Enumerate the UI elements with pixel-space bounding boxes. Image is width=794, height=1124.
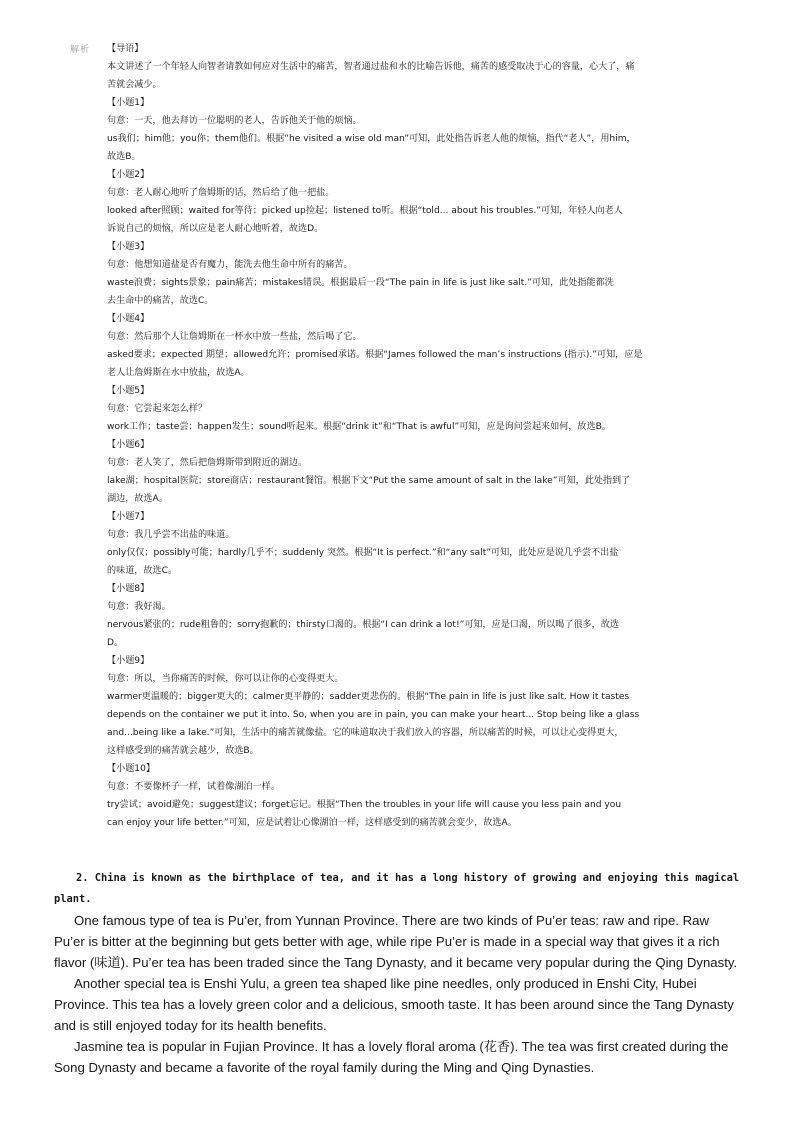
analysis-line: 【小题8】 [107,584,150,594]
question-heading-line1: China is known as the birthplace of tea, and it has a long history of growing and enjoying this magical [94,872,740,884]
analysis-line: only仅仅；possibly可能；hardly几乎不；suddenly 突然。根据“It is perfect.”和“any salt”可知，此处应是说几乎尝不出盐 [107,548,619,558]
analysis-line: asked要求；expected 期望；allowed允许；promised承诺。根据“James followed the man’s instructions (指示).”可知，应是 [107,350,643,360]
analysis-line: 【小题1】 [107,98,150,108]
analysis-line: 【小题10】 [107,764,155,774]
analysis-line: waste浪费；sights景象；pain痛苦；mistakes错误。根据最后一段“The pain in life is just like salt.”可知，此处指能都洗 [107,278,614,288]
analysis-line: 本文讲述了一个年轻人向智者请教如何应对生活中的痛苦，智者通过盐和水的比喻告诉他，痛苦的感受取决于心的容量，心大了，痛 [107,62,635,72]
analysis-line: 【小题6】 [107,440,150,450]
analysis-line: 句意：所以，当你痛苦的时候，你可以让你的心变得更大。 [107,674,344,684]
question-heading [54,868,740,889]
analysis-line: 句意：不要像杯子一样，试着像湖泊一样。 [107,782,280,792]
analysis-line: 苦就会减少。 [107,80,162,90]
passage-paragraph-3: Jasmine tea is popular in Fujian Province. It has a lovely floral aroma (花香). The tea was first created during the Song Dynasty and became a favorite of the royal family during the Ming and Qing Dynasties. [54,1039,729,1075]
analysis-line: 去生命中的痛苦，故选C。 [107,296,214,306]
question-heading-line2: plant. [54,893,92,905]
analysis-line: 的味道，故选C。 [107,566,178,576]
analysis-line: 句意：我几乎尝不出盐的味道。 [107,530,235,540]
question-number: 2. [76,872,89,884]
analysis-line: looked after照顾；waited for等待；picked up捡起；listened to听。根据“told... about his troubles.”可知，年轻人向老人 [107,206,623,216]
analysis-line: 【小题9】 [107,656,150,666]
reading-passage [54,868,740,1078]
analysis-line: 句意：然后那个人让詹姆斯在一杯水中放一些盐，然后喝了它。 [107,332,362,342]
analysis-line: 句意：它尝起来怎么样？ [107,404,208,414]
analysis-line: 【小题2】 [107,170,150,180]
analysis-line: 【小题7】 [107,512,150,522]
analysis-line: 句意：老人笑了，然后把詹姆斯带到附近的湖边。 [107,458,308,468]
analysis-line: 句意：老人耐心地听了詹姆斯的话，然后给了他一把盐。 [107,188,335,198]
analysis-line: warmer更温暖的；bigger更大的；calmer更平静的；sadder更悲伤的。根据“The pain in life is just like salt. How it tastes [107,692,630,702]
analysis-line: nervous紧张的；rude粗鲁的；sorry抱歉的；thirsty口渴的。根据“I can drink a lot!”可知，应是口渴，所以喝了很多，故选 [107,620,619,630]
analysis-line: 老人让詹姆斯在水中放盐，故选A。 [107,368,250,378]
analysis-line: 【导语】 [107,44,144,54]
passage-paragraph-2: Another special tea is Enshi Yulu, a green tea shaped like pine needles, only produced in Enshi City, Hubei Province. This tea has a lovely green color and a delicious, smooth taste. It has been around since the Tang Dynasty and is still enjoyed today for its health benefits. [54,976,734,1033]
analysis-line: 【小题4】 [107,314,150,324]
analysis-line: and...being like a lake.”可知，生活中的痛苦就像盐。它的味道取决于我们放入的容器，所以痛苦的时候，可以让心变得更大， [107,728,624,738]
analysis-line: try尝试；avoid避免；suggest建议；forget忘记。根据“Then the troubles in your life will cause you less pain and you [107,800,622,810]
analysis-line: 【小题5】 [107,386,150,396]
analysis-line: 句意：一天，他去拜访一位聪明的老人，告诉他关于他的烦恼。 [107,116,362,126]
analysis-line: us我们；him他；you你；them他们。根据“he visited a wise old man”可知，此处指告诉老人他的烦恼，指代“老人”，用him， [107,134,636,144]
analysis-line: can enjoy your life better.”可知，应是试着让心像湖泊一样，这样感受到的痛苦就会变少，故选A。 [107,818,517,828]
analysis-line: work工作；taste尝；happen发生；sound听起来。根据“drink it”和“That is awful”可知，应是询问尝起来如何，故选B。 [107,422,611,432]
analysis-line: 这样感受到的痛苦就会越少，故选B。 [107,746,259,756]
passage-paragraph-1: One famous type of tea is Pu’er, from Yunnan Province. There are two kinds of Pu’er teas: raw and ripe. Raw Pu’er is bitter at the beginning but gets better with age, while ripe Pu’er is made in a special way that gives it a rich flavor (味道). Pu’er tea has been traded since the Tang Dynasty, and it became very popular during the Qing Dynasty. [54,913,738,970]
analysis-line: lake湖；hospital医院；store商店；restaurant餐馆。根据下文“Put the same amount of salt in the lake”可知，此处指到了 [107,476,631,486]
analysis-line: 句意：我好渴。 [107,602,171,612]
side-label: 解析 [70,45,91,55]
analysis-line: D。 [107,638,124,648]
analysis-line: 湖边，故选A。 [107,494,168,504]
analysis-line: 句意：他想知道盐是否有魔力，能洗去他生命中所有的痛苦。 [107,260,353,270]
analysis-line: 故选B。 [107,152,141,162]
analysis-line: depends on the container we put it into. So, when you are in pain, you can make your heart... Stop being like a glass [107,710,640,720]
analysis-line: 【小题3】 [107,242,150,252]
analysis-line: 诉说自己的烦恼，所以应是老人耐心地听着，故选D。 [107,224,324,234]
answer-analysis [107,40,725,832]
